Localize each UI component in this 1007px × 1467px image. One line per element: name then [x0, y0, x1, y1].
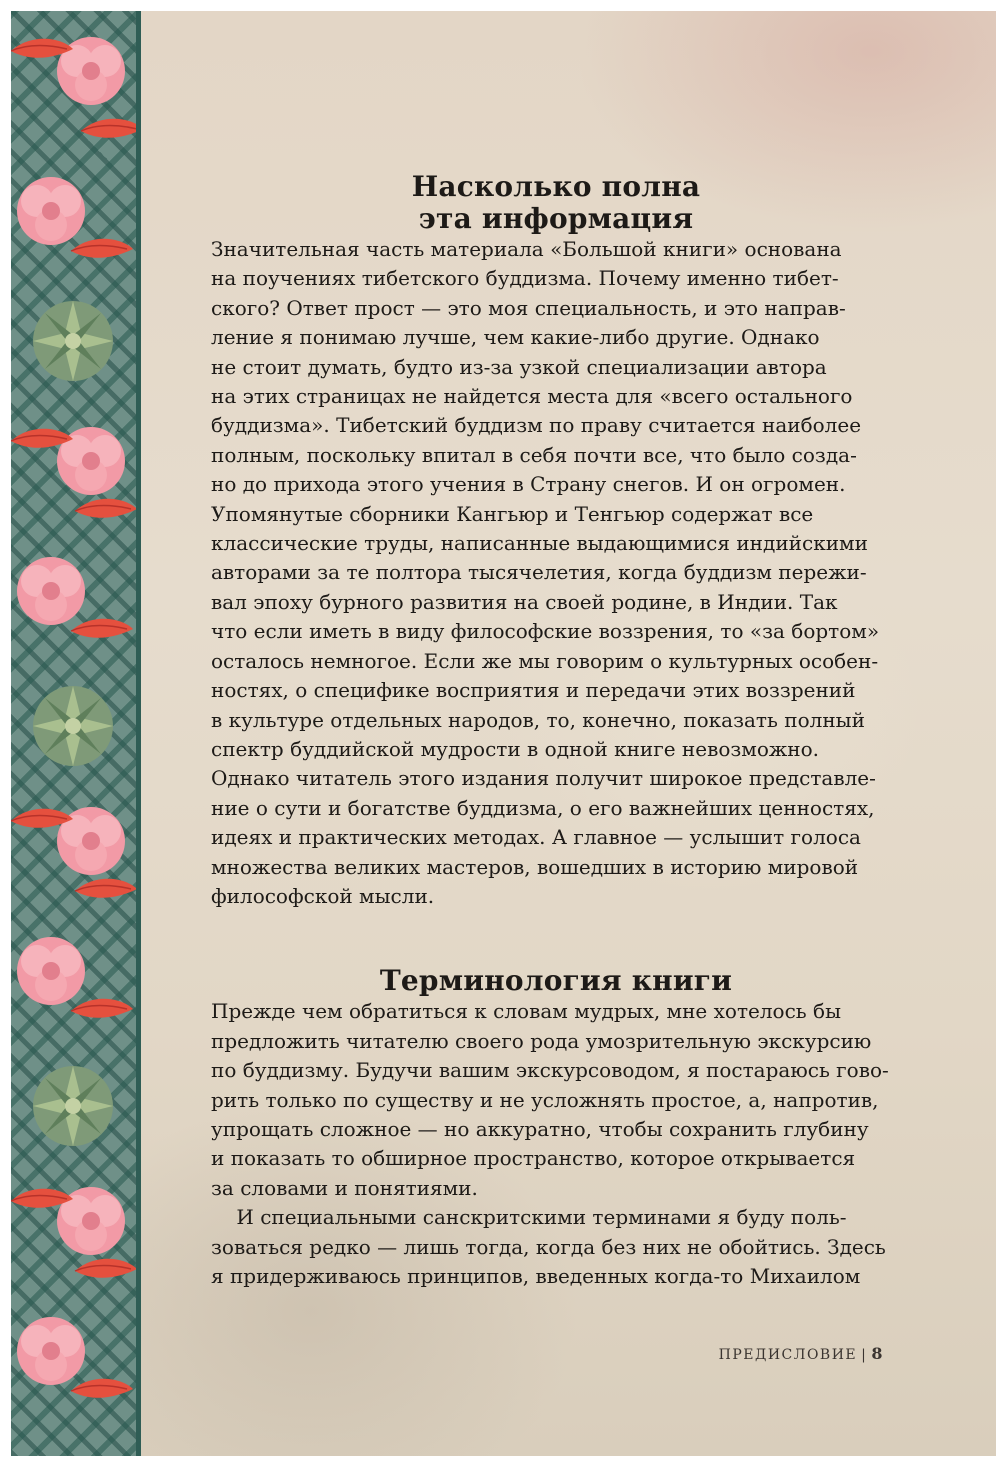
text-line: вал эпоху бурного развития на своей родине, в Индии. Так	[211, 589, 838, 614]
text-line: в культуре отдельных народов, то, конечно, показать полный	[211, 707, 865, 732]
text-line: Прежде чем обратиться к словам мудрых, мне хотелось бы	[211, 999, 841, 1024]
section-body-terminology	[211, 997, 901, 1291]
text-line: осталось немногое. Если же мы говорим о культурных особен-	[211, 648, 879, 673]
text-line: не стоит думать, будто из-за узкой специализации автора	[211, 354, 827, 379]
text-line: Значительная часть материала «Большой книги» основана	[211, 237, 842, 261]
section-body-completeness	[211, 235, 901, 911]
floral-pattern-icon	[11, 11, 136, 1456]
text-line: Однако читатель этого издания получит широкое представле-	[211, 766, 876, 791]
running-footer	[719, 1344, 884, 1363]
section-heading-terminology: Терминология книги	[379, 964, 733, 998]
text-line: ление я понимаю лучше, чем какие-либо другие. Однако	[211, 325, 820, 350]
page-number: 8	[871, 1344, 884, 1363]
text-line: ностях, о специфике восприятия и передачи этих воззрений	[211, 678, 856, 703]
text-line: предложить читателю своего рода умозрительную экскурсию	[211, 1028, 872, 1053]
text-line: ние о сути и богатстве буддизма, о его важнейших ценностях,	[211, 795, 875, 820]
text-line: авторами за те полтора тысячелетия, когда буддизм пережи-	[211, 560, 867, 585]
footer-separator: |	[861, 1347, 868, 1363]
text-line: Упомянутые сборники Кангьюр и Тенгьюр содержат все	[211, 501, 814, 526]
book-page	[11, 11, 996, 1456]
text-line: и показать то обширное пространство, которое открывается	[211, 1146, 856, 1171]
text-line: я придерживаюсь принципов, введенных когда-то Михаилом	[211, 1264, 861, 1288]
text-line: идеях и практических методах. А главное — услышит голоса	[211, 825, 861, 850]
text-line: ского? Ответ прост — это моя специальность, и это направ-	[211, 295, 846, 320]
text-line: спектр буддийской мудрости в одной книге невозможно.	[211, 736, 820, 761]
text-line: на поучениях тибетского буддизма. Почему именно тибет-	[211, 266, 839, 291]
text-line: что если иметь в виду философские воззрения, то «за бортом»	[211, 619, 880, 644]
text-line: рить только по существу и не усложнять простое, а, напротив,	[211, 1087, 879, 1112]
text-line: классические труды, написанные выдающимися индийскими	[211, 531, 868, 556]
border-divider	[136, 11, 141, 1456]
text-line: философской мысли.	[211, 883, 435, 908]
text-line: множества великих мастеров, вошедших в историю мировой	[211, 854, 859, 879]
page-content	[211, 171, 901, 1291]
text-line: зоваться редко — лишь тогда, когда без них не обойтись. Здесь	[211, 1234, 886, 1259]
text-line: но до прихода этого учения в Страну снегов. И он огромен.	[211, 472, 846, 497]
text-line: И специальными санскритскими терминами я буду поль-	[211, 1205, 847, 1230]
text-line: на этих страницах не найдется места для «всего остального	[211, 384, 853, 409]
text-line: буддизма». Тибетский буддизм по праву считается наиболее	[211, 413, 862, 438]
text-line: упрощать сложное — но аккуратно, чтобы сохранить глубину	[211, 1116, 869, 1141]
text-line: за словами и понятиями.	[211, 1175, 478, 1200]
text-line: по буддизму. Будучи вашим экскурсоводом, я постараюсь гово-	[211, 1058, 889, 1083]
section-heading-completeness: Насколько полна эта информация	[411, 170, 701, 235]
footer-section-title: ПРЕДИСЛОВИЕ	[718, 1347, 858, 1363]
ornamental-border	[11, 11, 136, 1456]
text-line: полным, поскольку впитал в себя почти все, что было созда-	[211, 442, 857, 467]
